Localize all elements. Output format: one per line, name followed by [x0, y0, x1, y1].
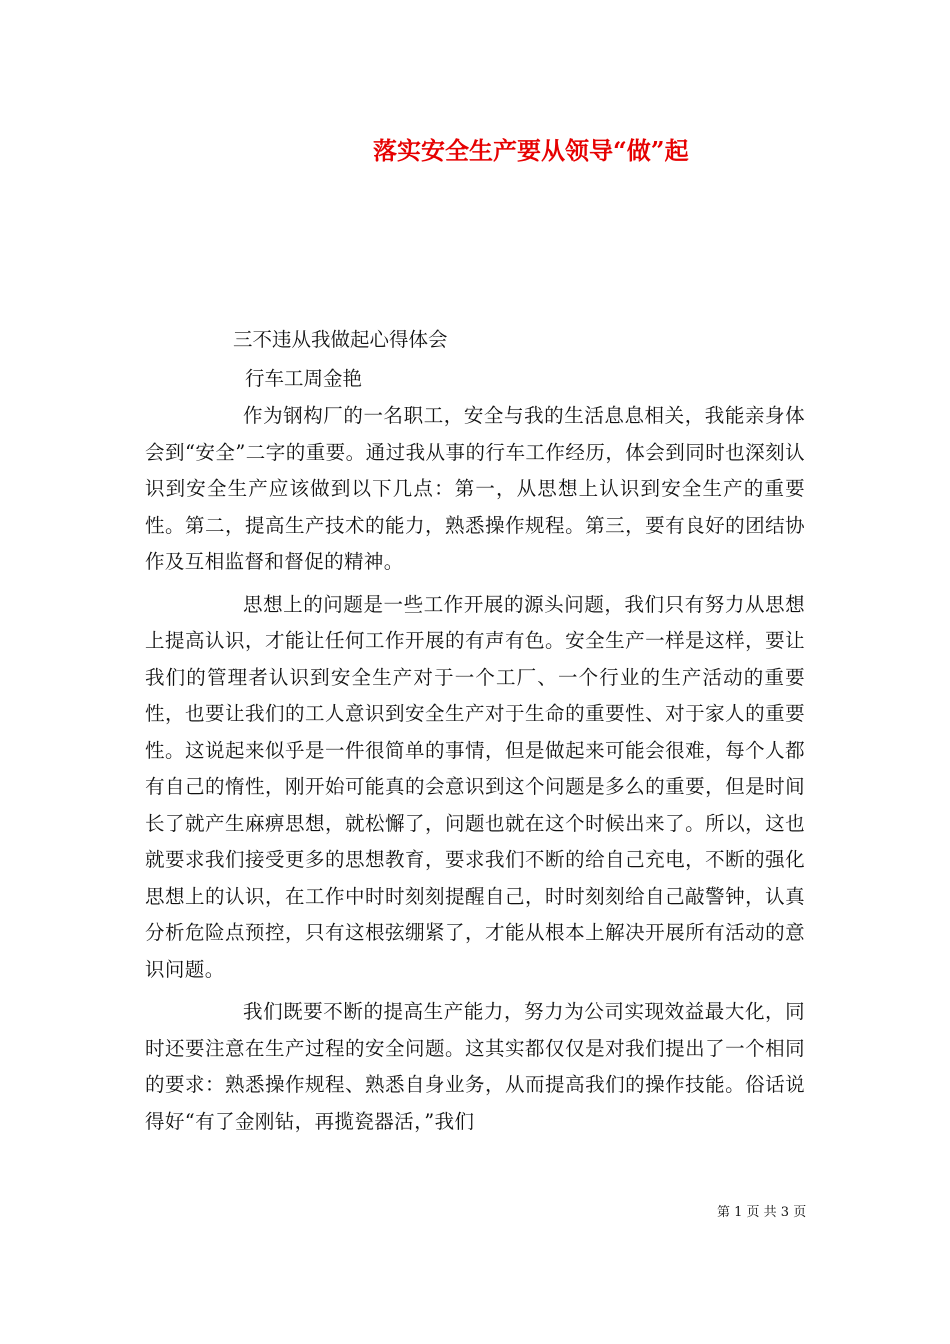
document-title: 落实安全生产要从领导“做”起 [373, 136, 689, 165]
paragraph: 作为钢构厂的一名职工，安全与我的生活息息相关，我能亲身体会到“安全”二字的重要。通过我从事的行车工作经历，体会到同时也深刻认识到安全生产应该做到以下几点：第一，从思想上认识到安全生产的重要性。第二，提高生产技术的能力，熟悉操作规程。第三，要有良好的团结协作及互相监督和督促的精神。 [145, 404, 805, 573]
paragraph: 思想上的问题是一些工作开展的源头问题，我们只有努力从思想上提高认识，才能让任何工作开展的有声有色。安全生产一样是这样，要让我们的管理者认识到安全生产对于一个工厂、一个行业的生产活动的重要性，也要让我们的工人意识到安全生产对于生命的重要性、对于家人的重要性。这说起来似乎是一件很简单的事情，但是做起来可能会很难，每个人都有自己的惰性，刚开始可能真的会意识到这个问题是多么的重要，但是时间长了就产生麻痹思想，就松懈了，问题也就在这个时候出来了。所以，这也就要求我们接受更多的思想教育，要求我们不断的给自己充电，不断的强化思想上的认识，在工作中时时刻刻提醒自己，时时刻刻给自己敲警钟，认真分析危险点预控，只有这根弦绷紧了，才能从根本上解决开展所有活动的意识问题。 [145, 592, 805, 981]
paragraph: 我们既要不断的提高生产能力，努力为公司实现效益最大化，同时还要注意在生产过程的安全问题。这其实都仅仅是对我们提出了一个相同的要求：熟悉操作规程、熟悉自身业务，从而提高我们的操作技能。俗话说得好“有了金刚钻，再揽瓷器活，”我们 [145, 1000, 805, 1133]
author-line: 行车工周金艳 [245, 367, 363, 390]
body-text [145, 398, 805, 1146]
page-footer: 第 1 页 共 3 页 [717, 1205, 807, 1220]
document-subtitle: 三不违从我做起心得体会 [233, 328, 448, 351]
